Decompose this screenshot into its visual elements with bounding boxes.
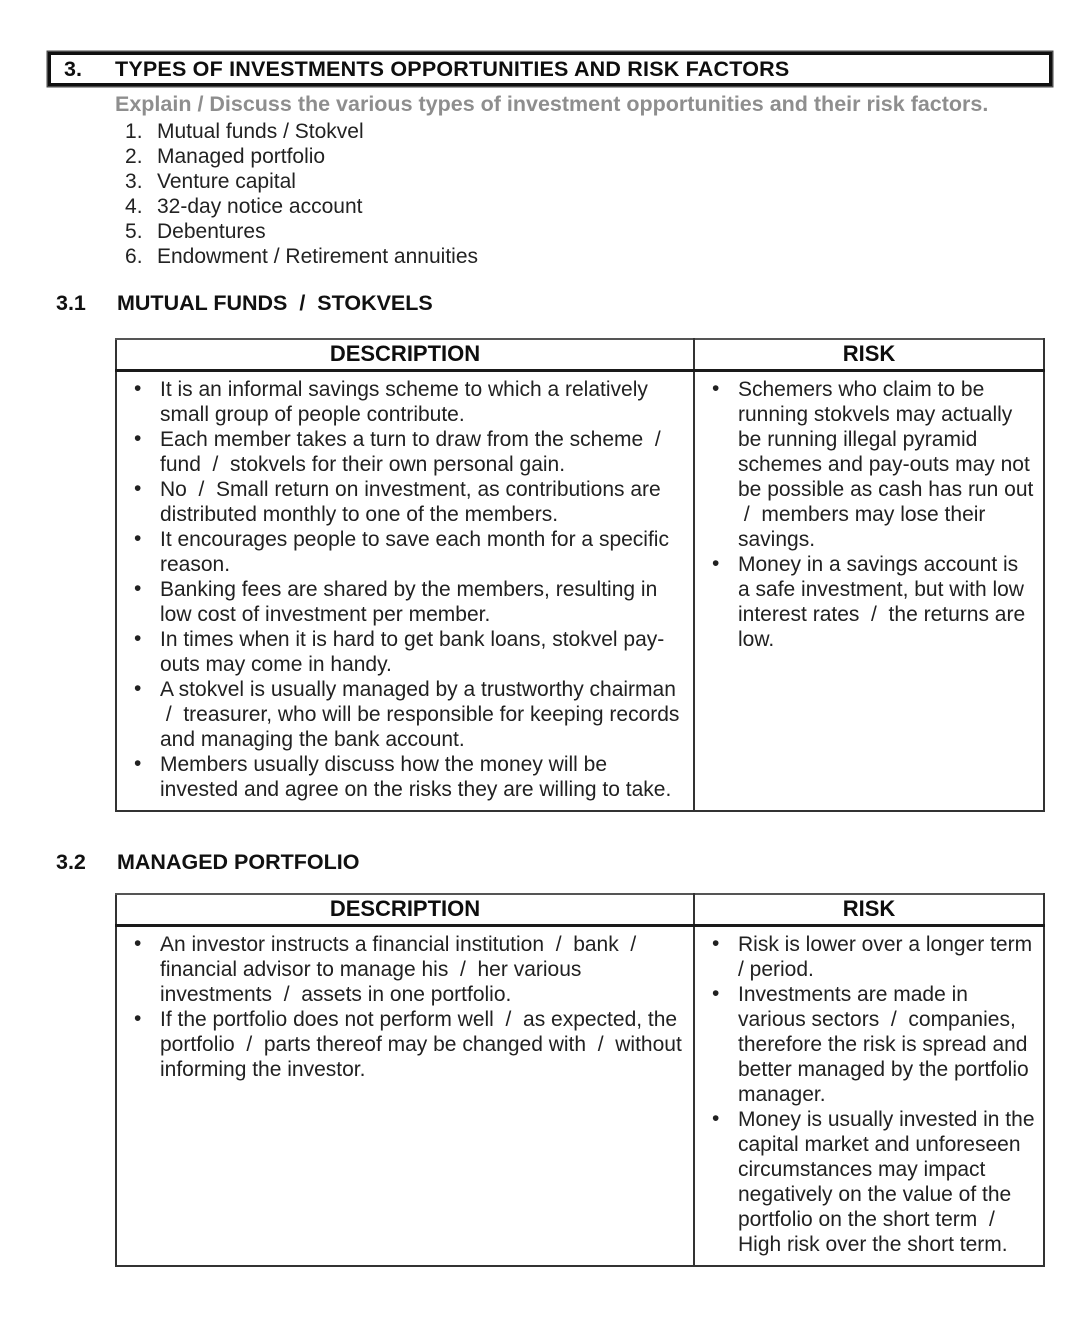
risk-cell	[694, 371, 1044, 812]
managed-portfolio-table	[115, 893, 1045, 1267]
list-item: 32-day notice account	[157, 195, 363, 218]
description-bullet-list	[117, 932, 685, 1082]
description-column-header: DESCRIPTION	[116, 894, 694, 926]
bullet-item: • Investments are made in various sectors / companies, therefore the risk is spread and better managed by the portfolio manager.	[695, 982, 1035, 1107]
risk-bullet-list	[695, 377, 1035, 652]
bullet-item: • If the portfolio does not perform well / as expected, the portfolio / parts thereof may be changed with / without informing the investor.	[117, 1007, 685, 1082]
description-column-header: DESCRIPTION	[116, 339, 694, 371]
table-header-row	[116, 894, 1044, 926]
subsection-number: 3.2	[56, 850, 86, 874]
investment-types-list	[48, 119, 1052, 269]
subsection-title: MANAGED PORTFOLIO	[117, 850, 360, 874]
mutual-funds-table	[115, 338, 1045, 812]
description-cell	[116, 371, 694, 812]
bullet-item: • An investor instructs a financial institution / bank / financial advisor to manage his / her various investments / assets in one portfolio.	[117, 932, 685, 1007]
bullet-item: • It encourages people to save each month for a specific reason.	[117, 527, 685, 577]
section-title: TYPES OF INVESTMENTS OPPORTUNITIES AND RISK FACTORS	[115, 56, 790, 81]
list-item: Managed portfolio	[157, 145, 326, 168]
list-item: Endowment / Retirement annuities	[157, 245, 478, 268]
bullet-item: • It is an informal savings scheme to which a relatively small group of people contribute.	[117, 377, 685, 427]
subsection-3-1-heading	[48, 291, 1052, 316]
subsection-number: 3.1	[56, 291, 86, 315]
bullet-item: • Risk is lower over a longer term / period.	[695, 932, 1035, 982]
bullet-item: • A stokvel is usually managed by a trustworthy chairman / treasurer, who will be responsible for keeping records and managing the bank account.	[117, 677, 685, 752]
risk-bullet-list	[695, 932, 1035, 1257]
list-item: Mutual funds / Stokvel	[157, 120, 364, 143]
bullet-item: • In times when it is hard to get bank loans, stokvel pay-outs may come in handy.	[117, 627, 685, 677]
list-item: Venture capital	[157, 170, 296, 193]
table-body-row	[116, 926, 1044, 1267]
table-header-row	[116, 339, 1044, 371]
risk-column-header: RISK	[694, 339, 1044, 371]
bullet-item: • Schemers who claim to be running stokvels may actually be running illegal pyramid schemes and pay-outs may not be possible as cash has run out / members may lose their savings.	[695, 377, 1035, 552]
subsection-3-2-heading	[48, 850, 1052, 875]
description-cell	[116, 926, 694, 1267]
section-subtitle: Explain / Discuss the various types of investment opportunities and their risk factors.	[115, 92, 989, 116]
bullet-item: • Members usually discuss how the money will be invested and agree on the risks they are willing to take.	[117, 752, 685, 802]
bullet-item: • Banking fees are shared by the members, resulting in low cost of investment per member.	[117, 577, 685, 627]
bullet-item: • Each member takes a turn to draw from the scheme / fund / stokvels for their own personal gain.	[117, 427, 685, 477]
section-3-heading-box	[48, 52, 1052, 86]
risk-column-header: RISK	[694, 894, 1044, 926]
description-bullet-list	[117, 377, 685, 802]
bullet-item: • Money is usually invested in the capital market and unforeseen circumstances may impact negatively on the value of the portfolio on the short term / High risk over the short term.	[695, 1107, 1035, 1257]
list-item: Debentures	[157, 220, 266, 243]
bullet-item: • No / Small return on investment, as contributions are distributed monthly to one of the members.	[117, 477, 685, 527]
bullet-item: • Money in a savings account is a safe investment, but with low interest rates / the returns are low.	[695, 552, 1035, 652]
table-body-row	[116, 371, 1044, 812]
section-number: 3.	[64, 56, 82, 81]
subsection-title: MUTUAL FUNDS / STOKVELS	[117, 291, 433, 315]
risk-cell	[694, 926, 1044, 1267]
